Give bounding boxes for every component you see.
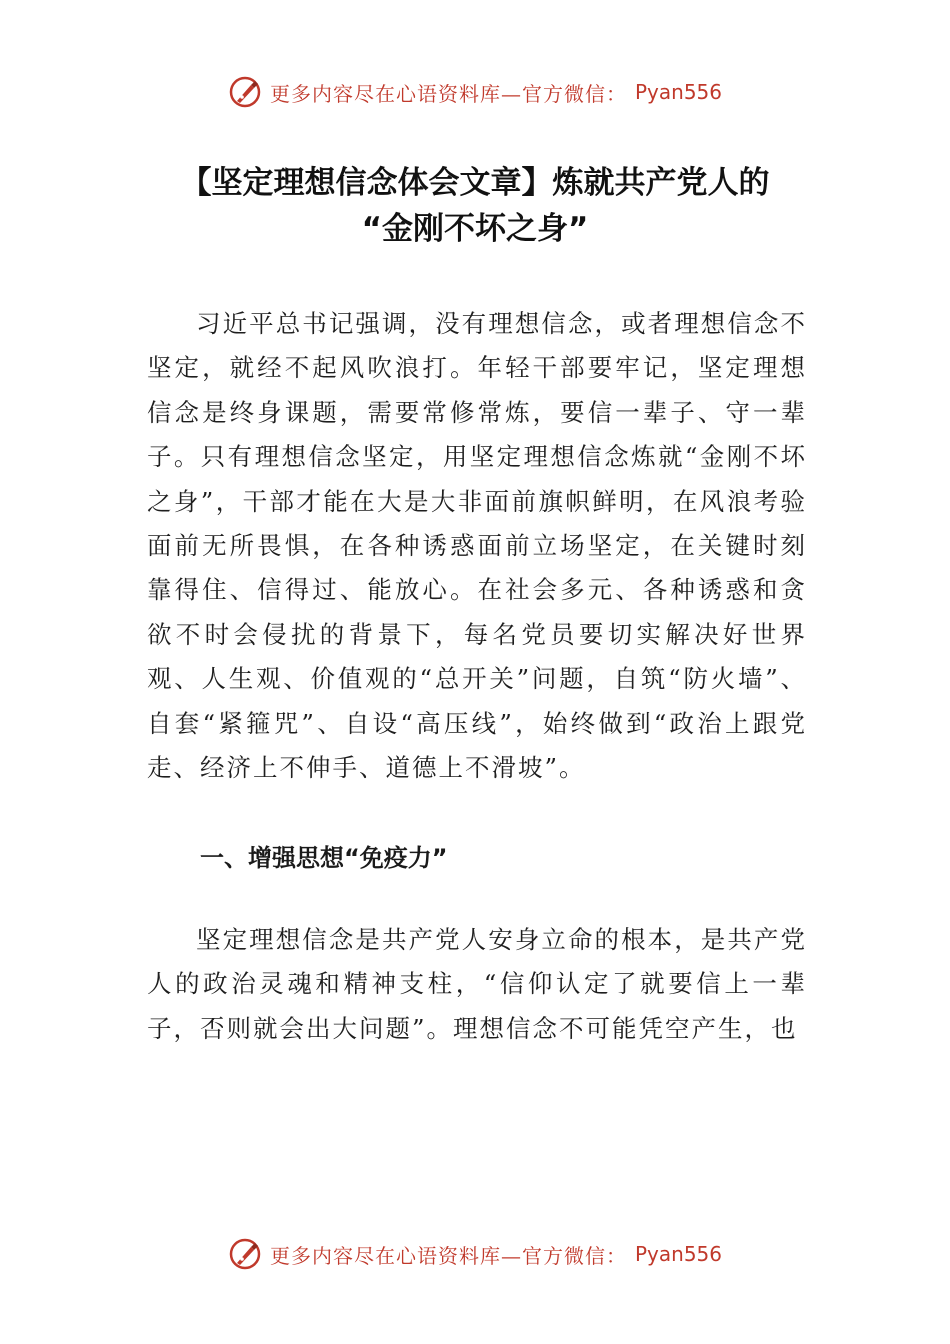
title-line-1: 【坚定理想信念体会文章】炼就共产党人的 — [180, 165, 770, 201]
paragraph-intro: 习近平总书记强调，没有理想信念，或者理想信念不坚定，就经不起风吹浪打。年轻干部要牢记，坚定理想信念是终身课题，需要常修常炼，要信一辈子、守一辈子。只有理想信念坚定，用坚定理想信念炼就“金刚不坏之身”，干部才能在大是大非面前旗帜鲜明，在风浪考验面前无所畏惧，在各种诱惑面前立场坚定，在关键时刻靠得住、信得过、能放心。在社会多元、各种诱惑和贪欲不时会侵扰的背景下，每名党员要切实解决好世界观、人生观、价值观的“总开关”问题，自筑“防火墙”、自套“紧箍咒”、自设“高压线”，始终做到“政治上跟党走、经济上不伸手、道德上不滑坡”。 — [147, 309, 807, 783]
banner-handle: Pyan556 — [634, 80, 722, 104]
fountain-pen-logo-icon — [228, 75, 262, 109]
header-banner — [0, 72, 950, 112]
banner-text: 更多内容尽在心语资料库—官方微信： — [269, 1243, 627, 1268]
footer-banner — [0, 1234, 950, 1274]
banner-text: 更多内容尽在心语资料库—官方微信： — [269, 81, 627, 106]
document-title — [100, 160, 850, 252]
title-line-2: “金刚不坏之身” — [361, 211, 589, 247]
banner-handle: Pyan556 — [634, 1242, 722, 1266]
fountain-pen-logo-icon — [228, 1237, 262, 1271]
section-heading: 一、增强思想“免疫力” — [200, 844, 448, 872]
paragraph-section-1: 坚定理想信念是共产党人安身立命的根本，是共产党人的政治灵魂和精神支柱，“信仰认定了就要信上一辈子，否则就会出大问题”。理想信念不可能凭空产生，也 — [147, 925, 807, 1043]
